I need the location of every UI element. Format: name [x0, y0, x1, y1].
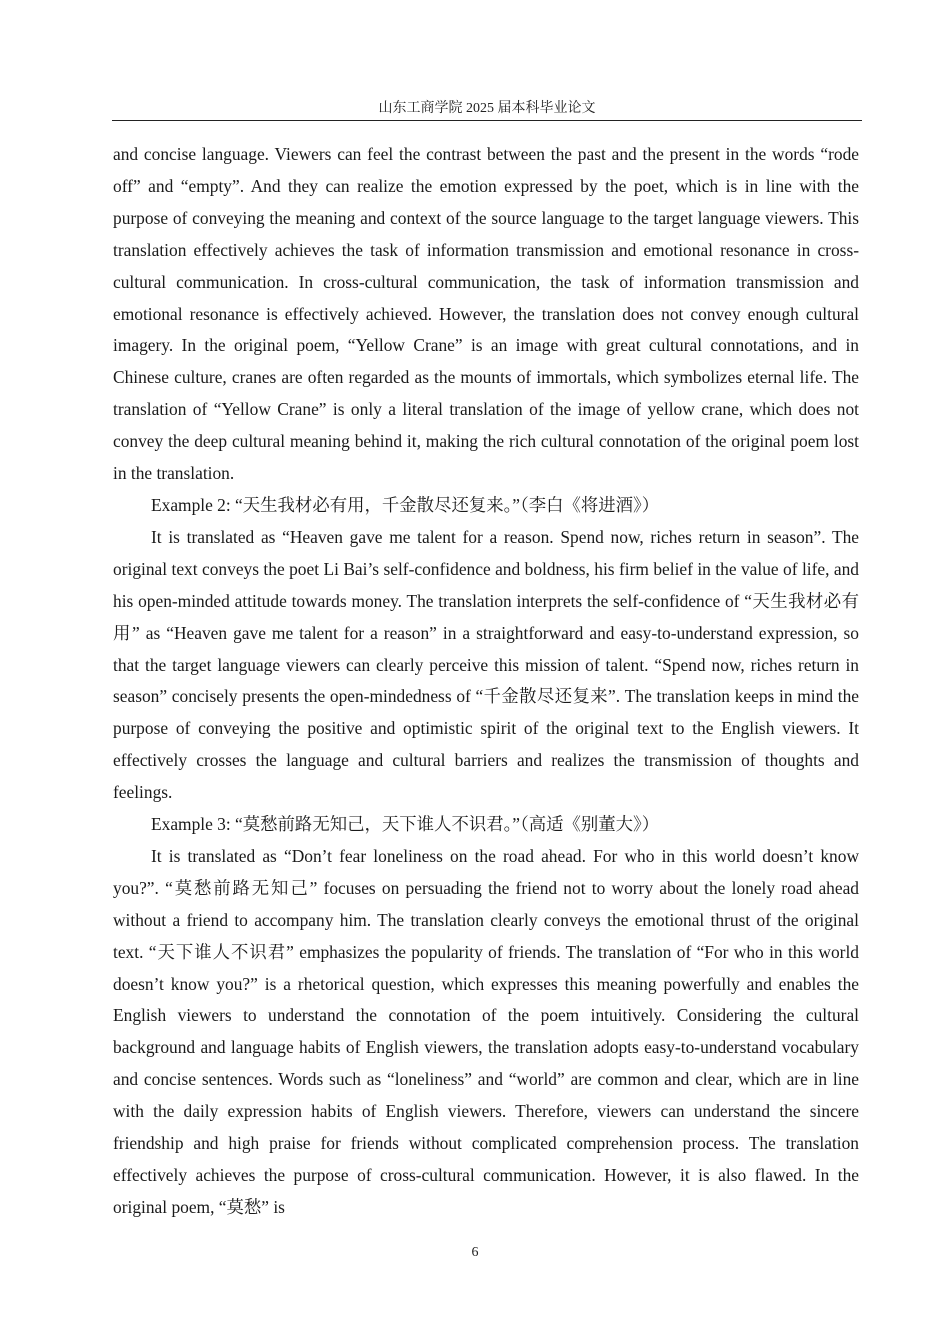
example-3-heading: Example 3: “莫愁前路无知己，天下谁人不识君。”（高适《别董大》）	[151, 814, 660, 835]
paragraph-continuation: and concise language. Viewers can feel the contrast between the past and the present in the words “rode off” and “empty”. And they can realize the emotion expressed by the poet, which is in line with the purpose of conveying the meaning and context of the source language to the target language viewers. This translation effectively achieves the task of information transmission and emotional resonance in cross-cultural communication. In cross-cultural communication, the task of information transmission and emotional resonance is effectively achieved. However, the translation does not convey enough cultural imagery. In the original poem, “Yellow Crane” is an image with great cultural connotations, and in Chinese culture, cranes are often regarded as the mounts of immortals, which symbolizes eternal life. The translation of “Yellow Crane” is only a literal translation of the image of yellow crane, which does not convey the deep cultural meaning behind it, making the rich cultural connotation of the original poem lost in the translation.	[113, 144, 859, 484]
paragraph-example-3-analysis: It is translated as “Don’t fear loneliness on the road ahead. For who in this world doesn’t know you?”. “莫愁前路无知己” focuses on persuading the friend not to worry about the lonely road ahead without a friend to accompany him. The translation clearly conveys the emotional thrust of the original text. “天下谁人不识君” emphasizes the popularity of friends. The translation of “For who in this world doesn’t know you?” is a rhetorical question, which expresses this meaning powerfully and enables the English viewers to understand the connotation of the poem intuitively. Considering the cultural background and language habits of English viewers, the translation adopts easy-to-understand vocabulary and concise sentences. Words such as “loneliness” and “world” are common and clear, which are in line with the daily expression habits of English viewers. Therefore, viewers can understand the sincere friendship and high praise for friends without complicated comprehension process. The translation effectively achieves the purpose of cross-cultural communication. However, it is also flawed. In the original poem, “莫愁” is	[113, 845, 859, 1217]
body-text	[113, 139, 859, 1224]
header-rule	[112, 120, 862, 121]
paragraph-example-2-analysis: It is translated as “Heaven gave me talent for a reason. Spend now, riches return in season”. The original text conveys the poet Li Bai’s self-confidence and boldness, his firm belief in the value of life, and his open-minded attitude towards money. The translation interprets the self-confidence of “天生我材必有用” as “Heaven gave me talent for a reason” in a straightforward and easy-to-understand expression, so that the target language viewers can clearly perceive this mission of talent. “Spend now, riches return in season” concisely presents the open-mindedness of “千金散尽还复来”. The translation keeps in mind the purpose of conveying the positive and optimistic spirit of the original text to the English viewers. It effectively crosses the language and cultural barriers and realizes the transmission of thoughts and feelings.	[113, 526, 859, 803]
page-number: 6	[471, 1245, 479, 1260]
example-2-heading: Example 2: “天生我材必有用，千金散尽还复来。”（李白《将进酒》）	[151, 494, 660, 515]
page-header: 山东工商学院 2025 届本科毕业论文	[378, 101, 596, 116]
